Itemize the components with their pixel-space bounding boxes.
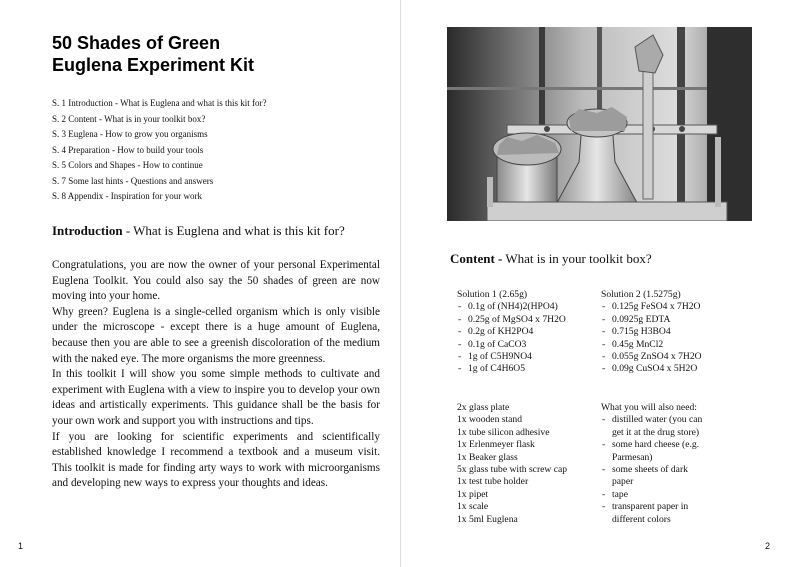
list-item: - 0.715g H3BO4 xyxy=(601,326,751,338)
toc-item: S. 5 Colors and Shapes - How to continue xyxy=(52,160,203,170)
list-item: - transparent paper in different colors xyxy=(601,501,709,526)
list-item: 1x wooden stand xyxy=(457,414,523,426)
list-item: - 0.125g FeSO4 x 7H2O xyxy=(601,301,751,313)
introduction-heading-bold: Introduction xyxy=(52,223,123,238)
list-item: - 1g of C4H6O5 xyxy=(457,363,602,375)
list-item: 1x scale xyxy=(457,501,489,513)
list-item: - 0.2g of KH2PO4 xyxy=(457,326,602,338)
also-need-title: What you will also need: xyxy=(601,402,697,413)
photo-illustration xyxy=(447,27,752,221)
list-item: 1x Erlenmeyer flask xyxy=(457,439,535,451)
equipment-list xyxy=(457,402,597,526)
lab-glassware-photo xyxy=(447,27,752,221)
list-item: - tape xyxy=(601,489,709,501)
list-item: 2x glass plate xyxy=(457,402,510,413)
list-item: - 0.0925g EDTA xyxy=(601,314,751,326)
solution-1-title: Solution 1 (2.65g) xyxy=(457,289,528,300)
toc-item: S. 1 Introduction - What is Euglena and what is this kit for? xyxy=(52,98,267,108)
page-right xyxy=(400,0,800,567)
list-item: 1x test tube holder xyxy=(457,476,529,488)
content-heading-rest: What is in your toolkit box? xyxy=(502,251,652,266)
document-title xyxy=(52,32,254,76)
list-item: - 1g of C5H9NO4 xyxy=(457,351,602,363)
list-item: - 0.45g MnCl2 xyxy=(601,339,751,351)
list-item: - 0.25g of MgSO4 x 7H2O xyxy=(457,314,602,326)
list-item: - some hard cheese (e.g. Parmesan) xyxy=(601,439,709,464)
list-item: - some sheets of dark paper xyxy=(601,464,709,489)
title-line-1: 50 Shades of Green xyxy=(52,33,221,53)
list-item: - 0.055g ZnSO4 x 7H2O xyxy=(601,351,751,363)
intro-paragraph: Congratulations, you are now the owner of your personal Experimental Euglena Toolkit. You could also say the 50 shades of green are now moving into your home. xyxy=(52,259,380,303)
toc-item: S. 7 Some last hints - Questions and answers xyxy=(52,175,214,186)
list-item: 1x pipet xyxy=(457,488,489,500)
also-need-list xyxy=(601,414,709,526)
intro-paragraph: Why green? Euglena is a single-celled organism which is only visible under the microscope - except there is a huge amount of Euglena, because then you are able to see a greenish discoloration of the medium with the naked eye. The more organisms the more greenness. xyxy=(52,305,380,365)
list-item: - distilled water (you can get it at the drug store) xyxy=(601,414,709,439)
also-need-block xyxy=(601,402,709,526)
solution-2-block xyxy=(601,289,751,376)
list-item: 1x 5ml Euglena xyxy=(457,513,518,525)
toc-item: S. 8 Appendix - Inspiration for your work xyxy=(52,191,202,201)
intro-paragraph: In this toolkit I will show you some simple methods to cultivate and experiment with Euglena with a view to inspire you to develop your own ideas and artistically experiments. This guidance shall be the basis for your own work and support you with instructions and tips. xyxy=(52,368,380,427)
toc-item: S. 4 Preparation - How to build your tools xyxy=(52,144,204,155)
page-number-right: 2 xyxy=(765,541,771,551)
solution-1-list xyxy=(457,301,602,375)
introduction-heading xyxy=(52,223,345,239)
title-line-2: Euglena Experiment Kit xyxy=(52,55,255,75)
list-item: - 0.1g of (NH4)2(HPO4) xyxy=(457,301,602,313)
table-of-contents xyxy=(52,96,267,205)
toc-item: S. 3 Euglena - How to grow you organisms xyxy=(52,129,208,139)
list-item: - 0.1g of CaCO3 xyxy=(457,339,602,351)
solution-2-title: Solution 2 (1.5275g) xyxy=(601,289,681,300)
solution-1-block xyxy=(457,289,602,376)
list-item: 5x glass tube with screw cap xyxy=(457,464,568,476)
introduction-heading-rest: - What is Euglena and what is this kit for? xyxy=(122,223,345,238)
content-heading-bold: Content - xyxy=(450,251,503,266)
content-heading xyxy=(450,251,652,267)
list-item: - 0.09g CuSO4 x 5H2O xyxy=(601,363,751,375)
solution-2-list xyxy=(601,301,751,375)
intro-paragraph: If you are looking for scientific experiments and scientifically established knowledge I recommend a textbook and a museum visit. This toolkit is made for finding arty ways to work with microorganisms and developing new ways to express your thoughts and ideas. xyxy=(52,430,380,490)
introduction-body xyxy=(52,258,380,492)
list-item: 1x Beaker glass xyxy=(457,451,518,463)
page-number-left: 1 xyxy=(18,541,24,551)
toc-item: S. 2 Content - What is in your toolkit box? xyxy=(52,113,206,124)
list-item: 1x tube silicon adhesive xyxy=(457,426,550,438)
